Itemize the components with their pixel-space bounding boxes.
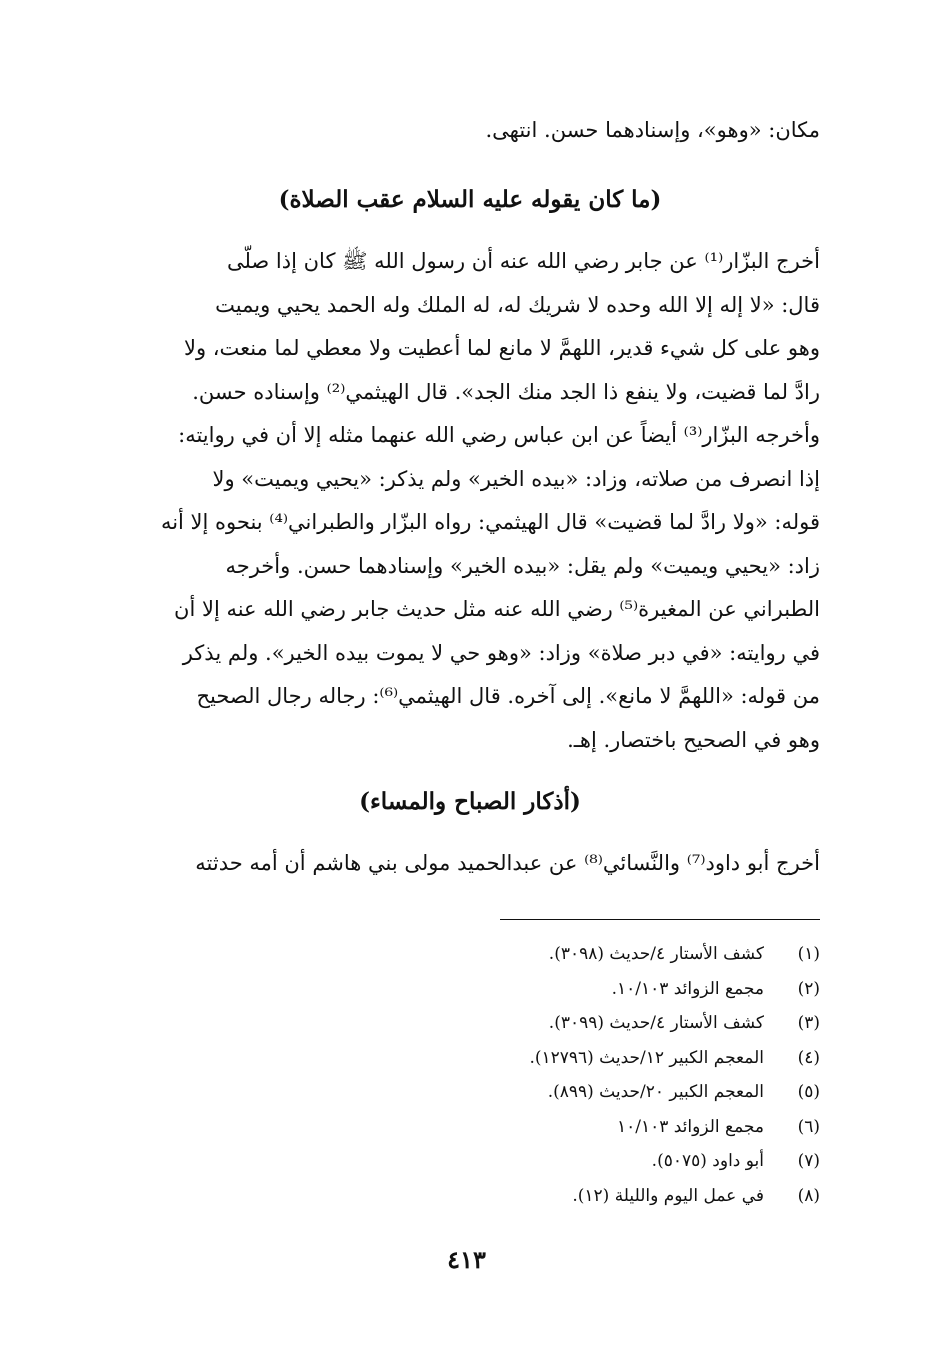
footnote-text: المعجم الكبير ٢٠/حديث (٨٩٩). xyxy=(547,1082,764,1102)
footnote-item xyxy=(300,1075,820,1110)
paragraph-prayer xyxy=(120,240,820,762)
text-line: أخرج البزّار⁽¹⁾ عن جابر رضي الله عنه أن رسول الله ﷺ كان إذا صلّى xyxy=(226,249,820,273)
footnote-number: (٣) xyxy=(797,1013,820,1033)
text-line: وأخرجه البزّار⁽³⁾ أيضاً عن ابن عباس رضي الله عنهما مثله إلا أن في روايته: xyxy=(178,423,820,447)
section-heading-adhkar: (أذكار الصباح والمساء) xyxy=(359,788,581,815)
text-line: من قوله: «اللهمَّ لا مانع». إلى آخره. قال الهيثمي⁽⁶⁾: رجاله رجال الصحيح xyxy=(196,684,820,708)
text-line: وهو على كل شيء قدير، اللهمَّ لا مانع لما أعطيت ولا معطي لما منعت، ولا xyxy=(183,336,820,360)
footnote-number: (١) xyxy=(797,944,820,964)
text-line: رادَّ لما قضيت، ولا ينفع ذا الجد منك الجد». قال الهيثمي⁽²⁾ وإسناده حسن. xyxy=(192,379,820,404)
footnote-text: المعجم الكبير ١٢/حديث (١٢٧٩٦). xyxy=(529,1047,764,1068)
text-line: في روايته: «في دبر صلاة» وزاد: «وهو حي لا يموت بيده الخير». ولم يذكر xyxy=(182,640,820,665)
footnote-text: في عمل اليوم والليلة (١٢). xyxy=(572,1185,764,1206)
top-line: مكان: «وهو»، وإسنادهما حسن. انتهى. xyxy=(485,118,820,142)
footnote-text: مجمع الزوائد ١٠/١٠٣. xyxy=(611,978,764,999)
footnote-item xyxy=(300,972,820,1007)
footnote-item xyxy=(300,1110,820,1145)
footnote-item xyxy=(300,1179,820,1214)
footnote-number: (٧) xyxy=(797,1151,820,1171)
text-line: إذا انصرف من صلاته، وزاد: «بيده الخير» ولم يذكر: «يحيي ويميت» ولا xyxy=(212,466,820,491)
text-line: زاد: «يحيي ويميت» ولم يقل: «بيده الخير» وإسنادهما حسن. وأخرجه xyxy=(225,553,820,578)
footnote-item xyxy=(300,1041,820,1076)
footnotes xyxy=(300,937,820,1213)
footnote-number: (٢) xyxy=(797,978,820,999)
text-line: الطبراني عن المغيرة⁽⁵⁾ رضي الله عنه مثل حديث جابر رضي الله عنه إلا أن xyxy=(174,597,820,621)
footnote-text: أبو داود (٥٠٧٥). xyxy=(651,1151,764,1171)
footnote-item xyxy=(300,937,820,972)
footnote-text: كشف الأستار ٤/حديث (٣٠٩٨). xyxy=(548,944,764,964)
footnote-item xyxy=(300,1144,820,1179)
text-line: قال: «لا إله إلا الله وحده لا شريك له، له الملك وله الحمد يحيي ويميت xyxy=(215,292,820,317)
footnote-number: (٤) xyxy=(797,1047,820,1068)
page-number: ٤١٣ xyxy=(447,1245,486,1274)
text-line: أخرج أبو داود⁽⁷⁾ والنَّسائي⁽⁸⁾ عن عبدالحميد مولى بني هاشم أن أمه حدثته xyxy=(195,851,820,875)
footnote-text: كشف الأستار ٤/حديث (٣٠٩٩). xyxy=(548,1013,764,1033)
footnote-number: (٥) xyxy=(797,1082,820,1102)
footnote-divider xyxy=(500,919,820,920)
text-line: قوله: «ولا رادَّ لما قضيت» قال الهيثمي: رواه البزّار والطبراني⁽⁴⁾ بنحوه إلا أنه xyxy=(160,510,820,534)
section-heading-prayer: (ما كان يقوله عليه السلام عقب الصلاة) xyxy=(278,186,662,213)
footnote-item xyxy=(300,1006,820,1041)
page-body xyxy=(120,100,820,886)
footnote-text: مجمع الزوائد ١٠/١٠٣ xyxy=(616,1116,764,1137)
footnote-number: (٨) xyxy=(797,1185,820,1206)
paragraph-adhkar xyxy=(120,842,820,886)
text-line: وهو في الصحيح باختصار. إهـ. xyxy=(567,727,820,752)
footnote-number: (٦) xyxy=(797,1116,820,1137)
